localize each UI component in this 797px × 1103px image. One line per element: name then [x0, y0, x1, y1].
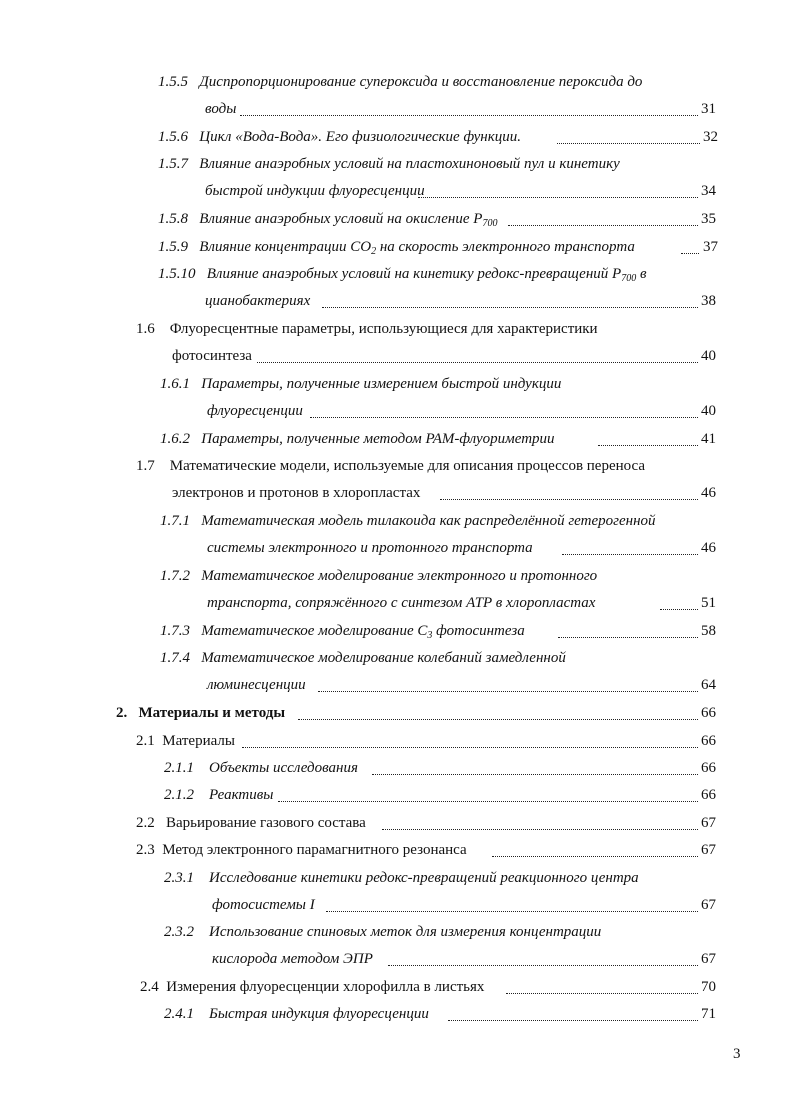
toc-entry-1-6-2 — [160, 430, 555, 448]
page-ref: 66 — [701, 705, 716, 721]
page-ref: 40 — [701, 348, 716, 364]
entry-title: Математическая модель тилакоида как распределённой гетерогенной — [201, 513, 656, 529]
toc-entry-1-7-1 — [160, 512, 656, 530]
toc-entry-2-2 — [136, 814, 366, 832]
subscript: 700 — [621, 273, 637, 284]
entry-title: воды — [205, 101, 237, 117]
entry-title: Влияние анаэробных условий на пластохиноновый пул и кинетику — [199, 156, 620, 172]
toc-entry-1-7-2 — [160, 567, 597, 585]
entry-number: 1.5.9 — [158, 239, 188, 255]
toc-entry-1-5-10 — [158, 265, 646, 283]
entry-number: 2.3.2 — [164, 924, 194, 940]
entry-title: Математическое моделирование электронного и протонного — [201, 568, 598, 584]
entry-number: 2.3.1 — [164, 870, 194, 886]
entry-title: флуоресценции — [207, 403, 303, 419]
page-ref: 40 — [701, 403, 716, 419]
entry-title: Измерения флуоресценции хлорофилла в листьях — [166, 979, 485, 995]
toc-entry-1-6-1 — [160, 375, 561, 393]
dot-leader — [310, 415, 698, 418]
toc-entry-continuation — [207, 594, 595, 612]
dot-leader — [382, 827, 698, 830]
dot-leader — [440, 497, 698, 500]
entry-title-rest: в — [636, 266, 647, 282]
page-ref: 38 — [701, 293, 716, 309]
dot-leader — [508, 223, 698, 226]
dot-leader — [318, 689, 698, 692]
dot-leader — [322, 305, 698, 308]
toc-entry-2-1 — [136, 732, 235, 750]
entry-title: фотосинтеза — [172, 348, 252, 364]
entry-title: Флуоресцентные параметры, использующиеся для характеристики — [169, 321, 598, 337]
entry-title: фотосистемы I — [212, 897, 315, 913]
entry-title-rest: на скорость электронного транспорта — [376, 239, 635, 255]
toc-entry-continuation — [212, 950, 373, 968]
entry-number: 1.7.2 — [160, 568, 190, 584]
dot-leader — [557, 141, 700, 144]
toc-entry-1-7 — [136, 457, 645, 475]
toc-entry-2-4-1 — [164, 1005, 429, 1023]
toc-entry-2-1-2 — [164, 786, 273, 804]
dot-leader — [240, 113, 698, 116]
entry-title: системы электронного и протонного транспорта — [207, 540, 533, 556]
dot-leader — [506, 991, 698, 994]
dot-leader — [562, 552, 698, 555]
page-ref: 32 — [703, 129, 718, 145]
toc-entry-continuation — [205, 292, 310, 310]
dot-leader — [326, 909, 698, 912]
toc-entry-continuation — [212, 896, 315, 914]
entry-number: 2.1.2 — [164, 787, 194, 803]
page-ref: 64 — [701, 677, 716, 693]
page-ref: 34 — [701, 183, 716, 199]
entry-title: цианобактериях — [205, 293, 311, 309]
toc-entry-2-1-1 — [164, 759, 358, 777]
toc-entry-2 — [116, 704, 285, 722]
entry-number: 2.1 — [136, 733, 155, 749]
toc-entry-2-3 — [136, 841, 467, 859]
entry-number: 1.5.8 — [158, 211, 188, 227]
dot-leader — [278, 799, 698, 802]
entry-number: 1.5.6 — [158, 129, 188, 145]
toc-entry-continuation — [172, 347, 252, 365]
entry-number: 1.7.4 — [160, 650, 190, 666]
dot-leader — [242, 745, 698, 748]
page-ref: 66 — [701, 760, 716, 776]
toc-entry-2-3-2 — [164, 923, 601, 941]
entry-number: 2.2 — [136, 815, 155, 831]
entry-title: кислорода методом ЭПР — [212, 951, 373, 967]
entry-title: Исследование кинетики редокс-превращений реакционного центра — [209, 870, 639, 886]
toc-entry-continuation — [207, 402, 303, 420]
toc-entry-1-5-9 — [158, 238, 635, 256]
toc-entry-continuation — [205, 100, 236, 118]
page-ref: 70 — [701, 979, 716, 995]
dot-leader — [492, 854, 698, 857]
entry-title: Цикл «Вода-Вода». Его физиологические функции. — [199, 129, 521, 145]
entry-number: 2.1.1 — [164, 760, 194, 776]
dot-leader — [558, 635, 698, 638]
toc-entry-1-7-3 — [160, 622, 525, 640]
entry-number: 1.6.2 — [160, 431, 190, 447]
toc-entry-1-5-8 — [158, 210, 497, 228]
entry-number: 2.4.1 — [164, 1006, 194, 1022]
entry-title: Реактивы — [209, 787, 274, 803]
toc-entry-continuation — [207, 539, 533, 557]
dot-leader — [257, 360, 698, 363]
entry-number: 2. — [116, 705, 128, 721]
entry-title: люминесценции — [207, 677, 306, 693]
page-ref: 31 — [701, 101, 716, 117]
page-ref: 66 — [701, 787, 716, 803]
page-ref: 71 — [701, 1006, 716, 1022]
entry-title: Математическое моделирование колебаний замедленной — [201, 650, 566, 666]
page-ref: 35 — [701, 211, 716, 227]
toc-entry-continuation — [205, 182, 425, 200]
entry-number: 1.5.7 — [158, 156, 188, 172]
toc-entry-1-5-7 — [158, 155, 620, 173]
subscript: 3 — [427, 630, 433, 641]
entry-title: Математические модели, используемые для описания процессов переноса — [169, 458, 646, 474]
page-ref: 46 — [701, 540, 716, 556]
entry-title: быстрой индукции флуоресценции — [205, 183, 425, 199]
entry-title: Диспропорционирование супероксида и восстановление пероксида до — [199, 74, 643, 90]
entry-title: Влияние анаэробных условий на окисление P — [199, 211, 483, 227]
page-ref: 67 — [701, 951, 716, 967]
toc-entry-1-5-6 — [158, 128, 521, 146]
entry-title: Влияние анаэробных условий на кинетику редокс-превращений P — [206, 266, 622, 282]
entry-title: Материалы — [162, 733, 235, 749]
entry-number: 1.5.5 — [158, 74, 188, 90]
entry-number: 2.3 — [136, 842, 155, 858]
entry-number: 2.4 — [140, 979, 159, 995]
page-ref: 58 — [701, 623, 716, 639]
entry-number: 1.5.10 — [158, 266, 196, 282]
toc-entry-1-7-4 — [160, 649, 566, 667]
toc-entry-2-4 — [140, 978, 484, 996]
dot-leader — [372, 772, 698, 775]
toc-entry-continuation — [207, 676, 306, 694]
toc-entry-2-3-1 — [164, 869, 639, 887]
entry-number: 1.7 — [136, 458, 155, 474]
page-ref: 66 — [701, 733, 716, 749]
entry-title: электронов и протонов в хлоропластах — [172, 485, 421, 501]
entry-title: Математическое моделирование C — [201, 623, 428, 639]
toc-entry-continuation — [172, 484, 420, 502]
dot-leader — [418, 195, 698, 198]
entry-title: Материалы и методы — [138, 705, 286, 721]
page-ref: 67 — [701, 815, 716, 831]
page-number: 3 — [733, 1046, 741, 1062]
entry-title-rest: фотосинтеза — [432, 623, 525, 639]
toc-entry-1-6 — [136, 320, 598, 338]
entry-title: Использование спиновых меток для измерения концентрации — [209, 924, 602, 940]
entry-title: Параметры, полученные методом PAM-флуориметрии — [201, 431, 555, 447]
entry-number: 1.7.1 — [160, 513, 190, 529]
page-ref: 67 — [701, 842, 716, 858]
page-ref: 51 — [701, 595, 716, 611]
entry-title: Быстрая индукция флуоресценции — [209, 1006, 429, 1022]
entry-number: 1.6.1 — [160, 376, 190, 392]
entry-title: Влияние концентрации CO — [199, 239, 372, 255]
entry-title: Объекты исследования — [209, 760, 358, 776]
entry-title: Варьирование газового состава — [166, 815, 366, 831]
subscript: 700 — [482, 218, 498, 229]
toc-entry-1-5-5 — [158, 73, 642, 91]
page-ref: 67 — [701, 897, 716, 913]
page-ref: 41 — [701, 431, 716, 447]
entry-title: транспорта, сопряжённого с синтезом ATP в хлоропластах — [207, 595, 596, 611]
entry-title: Параметры, полученные измерением быстрой индукции — [201, 376, 562, 392]
subscript: 2 — [371, 246, 377, 257]
entry-number: 1.6 — [136, 321, 155, 337]
dot-leader — [448, 1018, 698, 1021]
dot-leader — [388, 963, 698, 966]
entry-number: 1.7.3 — [160, 623, 190, 639]
dot-leader — [598, 443, 698, 446]
dot-leader — [298, 717, 698, 720]
page-ref: 46 — [701, 485, 716, 501]
page-ref: 37 — [703, 239, 718, 255]
entry-title: Метод электронного парамагнитного резонанса — [162, 842, 467, 858]
